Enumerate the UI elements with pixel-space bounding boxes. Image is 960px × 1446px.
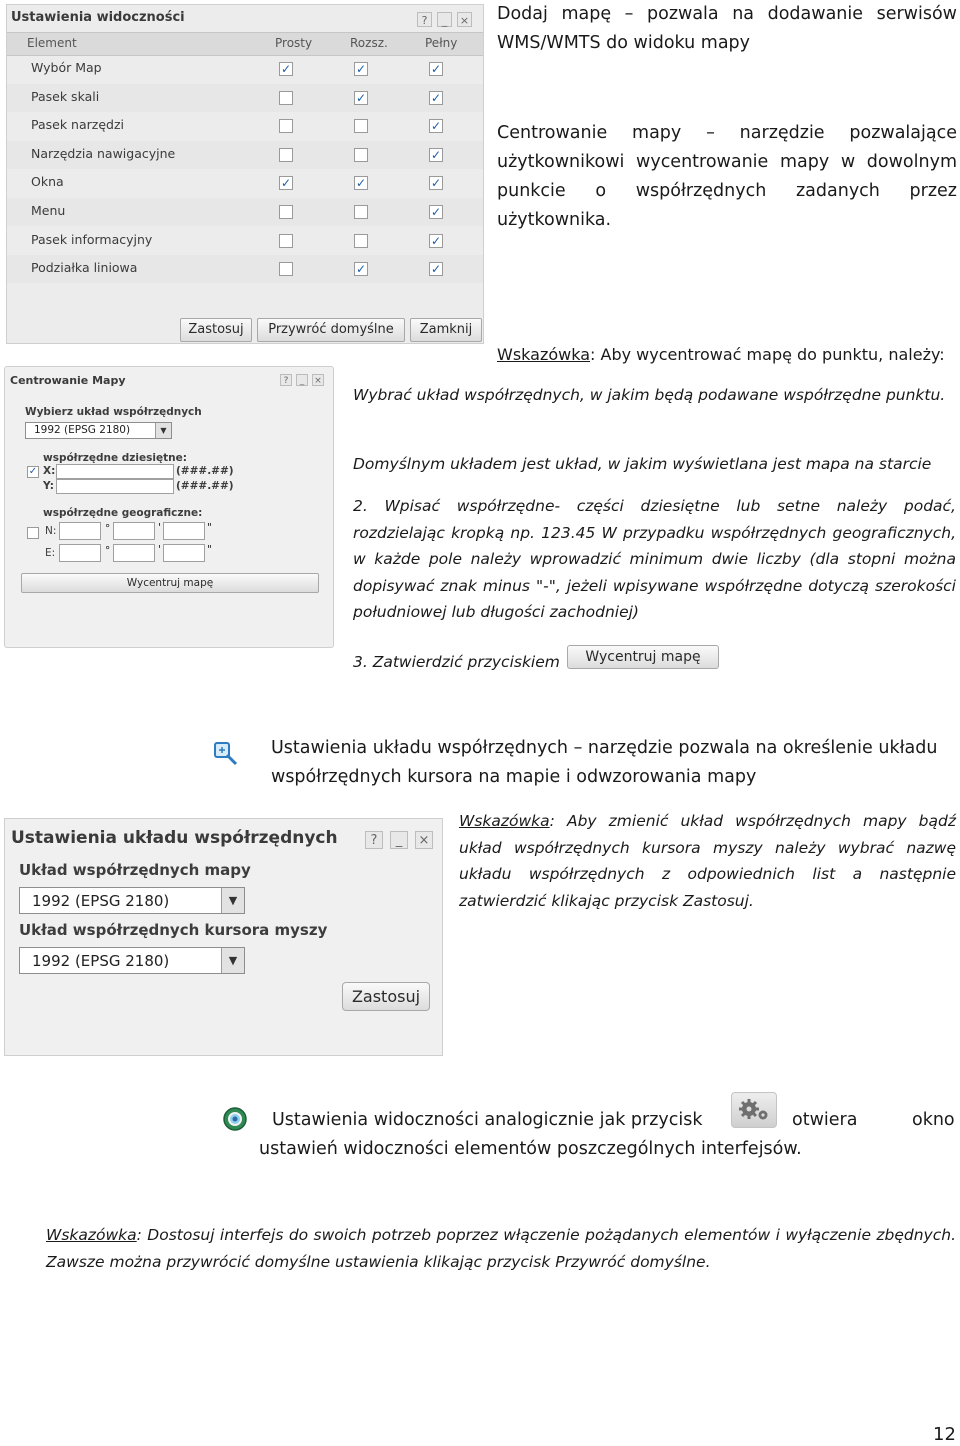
center-map-dialog bbox=[4, 366, 334, 648]
coord-dialog-title: Ustawienia układu współrzędnych bbox=[11, 828, 338, 848]
minimize-icon[interactable]: _ bbox=[296, 374, 308, 386]
chevron-down-icon: ▼ bbox=[155, 423, 171, 438]
map-coords-label: Układ współrzędnych mapy bbox=[19, 861, 251, 879]
visibility-part3: okno bbox=[912, 1110, 955, 1130]
visibility-part2: otwiera bbox=[792, 1110, 858, 1130]
close-icon[interactable]: × bbox=[457, 12, 472, 27]
decimal-coords-checkbox[interactable]: ✓ bbox=[28, 466, 38, 477]
checkbox-prosty[interactable] bbox=[279, 119, 293, 133]
cursor-coords-label: Układ współrzędnych kursora myszy bbox=[19, 921, 328, 939]
checkbox-prosty[interactable] bbox=[279, 205, 293, 219]
map-coords-select[interactable] bbox=[19, 887, 245, 914]
checkbox-prosty[interactable] bbox=[279, 262, 293, 276]
center-dialog-title: Centrowanie Mapy bbox=[10, 374, 126, 387]
apply-button[interactable]: Zastosuj bbox=[342, 982, 430, 1011]
visibility-row bbox=[7, 169, 483, 197]
geo-coords-label: współrzędne geograficzne: bbox=[43, 507, 203, 519]
visibility-row-label: Podziałka liniowa bbox=[31, 260, 138, 276]
checkbox-rozsz[interactable] bbox=[354, 148, 368, 162]
col-prosty: Prosty bbox=[275, 36, 313, 50]
help-icon[interactable]: ? bbox=[280, 374, 292, 386]
x-input[interactable] bbox=[56, 464, 174, 479]
checkbox-pelny[interactable]: ✓ bbox=[430, 90, 442, 105]
n-label: N: bbox=[45, 525, 57, 537]
checkbox-pelny[interactable]: ✓ bbox=[430, 147, 442, 162]
close-icon[interactable]: × bbox=[312, 374, 324, 386]
visibility-row-label: Pasek informacyjny bbox=[31, 231, 153, 247]
n-seconds-input[interactable] bbox=[163, 522, 205, 540]
coord-section-heading: Ustawienia układu współrzędnych – narzędzie pozwala na określenie układu współrzędnych kursora na mapie i odwzorowania mapy bbox=[271, 738, 938, 787]
checkbox-rozsz[interactable]: ✓ bbox=[355, 90, 367, 105]
y-input[interactable] bbox=[56, 479, 174, 494]
coordinate-tool-icon bbox=[212, 740, 240, 768]
center-map-button[interactable]: Wycentruj mapę bbox=[21, 573, 319, 593]
restore-defaults-button[interactable]: Przywróć domyślne bbox=[257, 318, 405, 342]
hint-text: : Aby zmienić układ współrzędnych mapy bądź układ współrzędnych kursora myszy należy wybrać nazwę układu współrzędnych z odpowiednich list a następnie zatwierdzić klikając przycisk Zastosuj. bbox=[459, 812, 956, 910]
x-format-hint: (###.##) bbox=[176, 465, 234, 477]
col-element: Element bbox=[27, 36, 77, 50]
cursor-coords-value: 1992 (EPSG 2180) bbox=[32, 952, 170, 970]
checkbox-pelny[interactable]: ✓ bbox=[430, 119, 442, 134]
step-2: 2. Wpisać współrzędne- części dziesiętne lub setne należy podać, rozdzielając kropką np. 123.45 W przypadku współrzędnych geograficznych, w każde pole należy wprowadzić minimum dwie liczby (dla stopni można dopisywać znak minus "-", jeżeli wpisywane współrzędne dotyczą szerokości południowej lub długości zachodniej) bbox=[353, 497, 956, 621]
visibility-row-label: Pasek skali bbox=[31, 88, 100, 104]
minimize-icon[interactable]: _ bbox=[437, 12, 452, 27]
e-seconds-input[interactable] bbox=[163, 544, 205, 562]
n-minute-sign: ' bbox=[158, 522, 161, 534]
geo-coords-checkbox[interactable] bbox=[27, 527, 39, 539]
hint-label: Wskazówka bbox=[459, 812, 550, 830]
gear-icon bbox=[731, 1092, 777, 1128]
visibility-table-header bbox=[7, 32, 483, 56]
visibility-part1: Ustawienia widoczności analogicznie jak przycisk bbox=[272, 1110, 703, 1130]
chevron-down-icon: ▼ bbox=[221, 948, 244, 973]
e-second-sign: " bbox=[207, 544, 212, 556]
add-map-paragraph: Dodaj mapę – pozwala na dodawanie serwisów WMS/WMTS do widoku mapy bbox=[497, 4, 957, 53]
close-icon[interactable]: × bbox=[415, 831, 433, 849]
visibility-row bbox=[7, 55, 483, 83]
help-icon[interactable]: ? bbox=[365, 831, 383, 849]
map-coords-value: 1992 (EPSG 2180) bbox=[32, 892, 170, 910]
visibility-line2: ustawień widoczności elementów poszczególnych interfejsów. bbox=[259, 1139, 802, 1159]
visibility-settings-icon bbox=[222, 1106, 248, 1132]
visibility-row-label: Menu bbox=[31, 203, 66, 218]
decimal-coords-label: współrzędne dziesiętne: bbox=[43, 452, 187, 464]
checkbox-rozsz[interactable] bbox=[354, 234, 368, 248]
n-degree-sign: ° bbox=[105, 523, 111, 535]
checkbox-prosty[interactable] bbox=[279, 234, 293, 248]
visibility-table-body bbox=[7, 55, 483, 285]
center-map-paragraph: Centrowanie mapy – narzędzie pozwalające użytkownikowi wycentrowanie mapy w dowolnym punkcie o współrzędnych zadanych przez użytkownika. bbox=[497, 123, 957, 230]
y-format-hint: (###.##) bbox=[176, 480, 234, 492]
e-minutes-input[interactable] bbox=[113, 544, 155, 562]
checkbox-prosty[interactable]: ✓ bbox=[280, 62, 292, 76]
hint-label: Wskazówka bbox=[497, 345, 591, 364]
checkbox-pelny[interactable]: ✓ bbox=[430, 176, 442, 191]
visibility-dialog bbox=[6, 4, 484, 344]
col-rozsz: Rozsz. bbox=[350, 36, 388, 50]
visibility-row bbox=[7, 84, 483, 112]
col-pelny: Pełny bbox=[425, 36, 458, 50]
n-minutes-input[interactable] bbox=[113, 522, 155, 540]
visibility-row-label: Wybór Map bbox=[31, 60, 102, 75]
chevron-down-icon: ▼ bbox=[221, 888, 244, 913]
cursor-coords-select[interactable] bbox=[19, 947, 245, 974]
visibility-row-label: Pasek narzędzi bbox=[31, 117, 124, 133]
checkbox-pelny[interactable]: ✓ bbox=[430, 262, 442, 277]
visibility-row-label: Okna bbox=[31, 174, 64, 190]
checkbox-pelny[interactable]: ✓ bbox=[430, 233, 442, 248]
step-3: 3. Zatwierdzić przyciskiem bbox=[353, 653, 560, 671]
checkbox-prosty[interactable] bbox=[279, 148, 293, 162]
checkbox-rozsz[interactable]: ✓ bbox=[355, 62, 367, 76]
close-button[interactable]: Zamknij bbox=[410, 318, 482, 342]
checkbox-prosty[interactable] bbox=[279, 91, 293, 105]
visibility-row bbox=[7, 141, 483, 169]
help-icon[interactable]: ? bbox=[417, 12, 432, 27]
coordinate-settings-dialog bbox=[4, 818, 443, 1056]
checkbox-pelny[interactable]: ✓ bbox=[430, 62, 442, 76]
checkbox-prosty[interactable]: ✓ bbox=[280, 176, 292, 191]
e-label: E: bbox=[45, 547, 56, 559]
checkbox-rozsz[interactable] bbox=[354, 119, 368, 133]
x-label: X: bbox=[43, 465, 56, 477]
apply-button[interactable]: Zastosuj bbox=[180, 318, 252, 342]
visibility-dialog-title: Ustawienia widoczności bbox=[11, 10, 185, 25]
hint-text: : Aby wycentrować mapę do punktu, należy: bbox=[590, 345, 945, 364]
page-number: 12 bbox=[933, 1424, 956, 1445]
visibility-row-label: Narzędzia nawigacyjne bbox=[31, 145, 176, 161]
n-second-sign: " bbox=[207, 522, 212, 534]
minimize-icon[interactable]: _ bbox=[390, 831, 408, 849]
center-map-button-inline: Wycentruj mapę bbox=[567, 645, 719, 669]
hint-text: : Dostosuj interfejs do swoich potrzeb poprzez włączenie pożądanych elementów i wyłączenie zbędnych. Zawsze można przywrócić domyślne ustawienia klikając przycisk Przywróć domyślne. bbox=[46, 1226, 956, 1271]
visibility-row bbox=[7, 227, 483, 255]
checkbox-pelny[interactable]: ✓ bbox=[430, 205, 442, 219]
visibility-row bbox=[7, 198, 483, 226]
hint-coordinates bbox=[459, 808, 956, 914]
hint-visibility bbox=[46, 1222, 956, 1275]
e-minute-sign: ' bbox=[158, 544, 161, 556]
coord-system-select[interactable] bbox=[25, 422, 172, 439]
visibility-row bbox=[7, 112, 483, 140]
checkbox-rozsz[interactable]: ✓ bbox=[355, 176, 367, 191]
coord-system-value: 1992 (EPSG 2180) bbox=[34, 424, 131, 436]
e-degree-sign: ° bbox=[105, 545, 111, 557]
checkbox-rozsz[interactable] bbox=[354, 205, 368, 219]
coord-system-label: Wybierz układ współrzędnych bbox=[25, 406, 202, 418]
step-1-note: Domyślnym układem jest układ, w jakim wyświetlana jest mapa na starcie bbox=[353, 455, 932, 473]
n-degrees-input[interactable] bbox=[59, 522, 101, 540]
step-1: Wybrać układ współrzędnych, w jakim będą podawane współrzędne punktu. bbox=[353, 386, 946, 404]
hint-label: Wskazówka bbox=[46, 1226, 137, 1244]
e-degrees-input[interactable] bbox=[59, 544, 101, 562]
y-label: Y: bbox=[43, 480, 54, 492]
visibility-row bbox=[7, 255, 483, 283]
hint-center bbox=[497, 340, 957, 369]
checkbox-rozsz[interactable]: ✓ bbox=[355, 262, 367, 277]
